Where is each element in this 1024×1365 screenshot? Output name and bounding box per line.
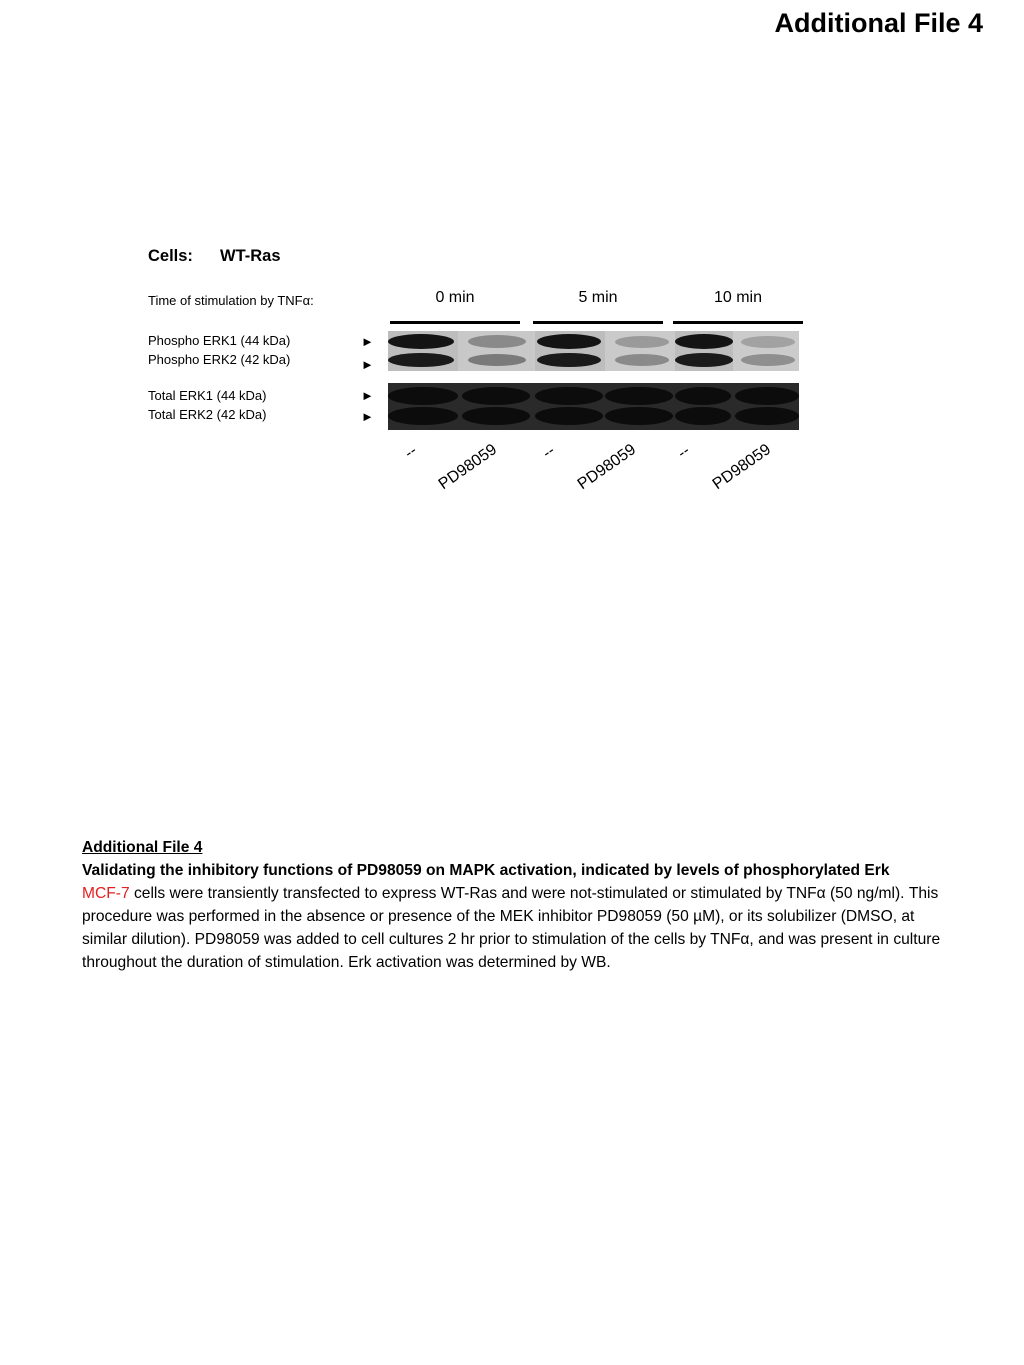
time-of-stimulation-label: Time of stimulation by TNFα: <box>148 293 314 308</box>
lane-label-control: -- <box>401 442 421 463</box>
arrow-icon: ► <box>361 357 374 372</box>
blot-lane <box>458 331 532 371</box>
blot-lane <box>388 383 460 430</box>
label-total-erk1: Total ERK1 (44 kDa) <box>148 388 267 403</box>
caption-body-text: cells were transiently transfected to express WT-Ras and were not-stimulated or stimulated by TNFα (50 ng/ml). This procedure was performed in the absence or presence of the MEK inhibitor PD98059 (50 µM), or its solubilizer (DMSO, at similar dilution). PD98059 was added to cell cultures 2 hr prior to stimulation of the cells by TNFα, and was present in culture throughout the duration of stimulation. Erk activation was determined by WB. <box>82 885 941 971</box>
phospho-erk-blot <box>388 331 799 371</box>
timepoint-5min: 5 min <box>578 289 618 306</box>
arrow-icon: ► <box>361 409 374 424</box>
lane-label-pd98059: PD98059 <box>574 440 640 494</box>
label-phospho-erk2: Phospho ERK2 (42 kDa) <box>148 352 291 367</box>
blot-lane <box>733 383 799 430</box>
caption-body <box>82 882 962 974</box>
arrow-icon: ► <box>361 388 374 403</box>
lane-label-pd98059: PD98059 <box>709 440 775 494</box>
caption-subtitle: Validating the inhibitory functions of PD98059 on MAPK activation, indicated by levels of phosphorylated Erk <box>82 862 890 879</box>
label-phospho-erk1: Phospho ERK1 (44 kDa) <box>148 333 291 348</box>
lane-label-control: -- <box>674 442 694 463</box>
timepoint-10min: 10 min <box>713 289 763 306</box>
blot-lane <box>535 383 605 430</box>
cells-value: WT-Ras <box>220 247 281 265</box>
caption-cell-line: MCF-7 <box>82 885 130 902</box>
lane-label-pd98059: PD98059 <box>435 440 501 494</box>
total-erk-blot <box>388 383 799 430</box>
page-title: Additional File 4 <box>774 8 983 38</box>
label-total-erk2: Total ERK2 (42 kDa) <box>148 407 267 422</box>
blot-lane <box>675 383 733 430</box>
blot-lane <box>605 383 675 430</box>
figure-caption <box>82 836 962 974</box>
lane-label-control: -- <box>539 442 559 463</box>
arrow-icon: ► <box>361 334 374 349</box>
caption-heading: Additional File 4 <box>82 839 203 856</box>
timepoint-bar-10min <box>673 321 803 324</box>
blot-lane <box>605 331 675 371</box>
timepoint-bar-0min <box>390 321 520 324</box>
blot-lane <box>733 331 799 371</box>
blot-lane <box>535 331 605 371</box>
timepoint-bar-5min <box>533 321 663 324</box>
cells-label: Cells: <box>148 247 193 265</box>
blot-lane <box>460 383 532 430</box>
timepoint-0min: 0 min <box>435 289 475 306</box>
blot-lane <box>388 331 458 371</box>
blot-lane <box>675 331 733 371</box>
